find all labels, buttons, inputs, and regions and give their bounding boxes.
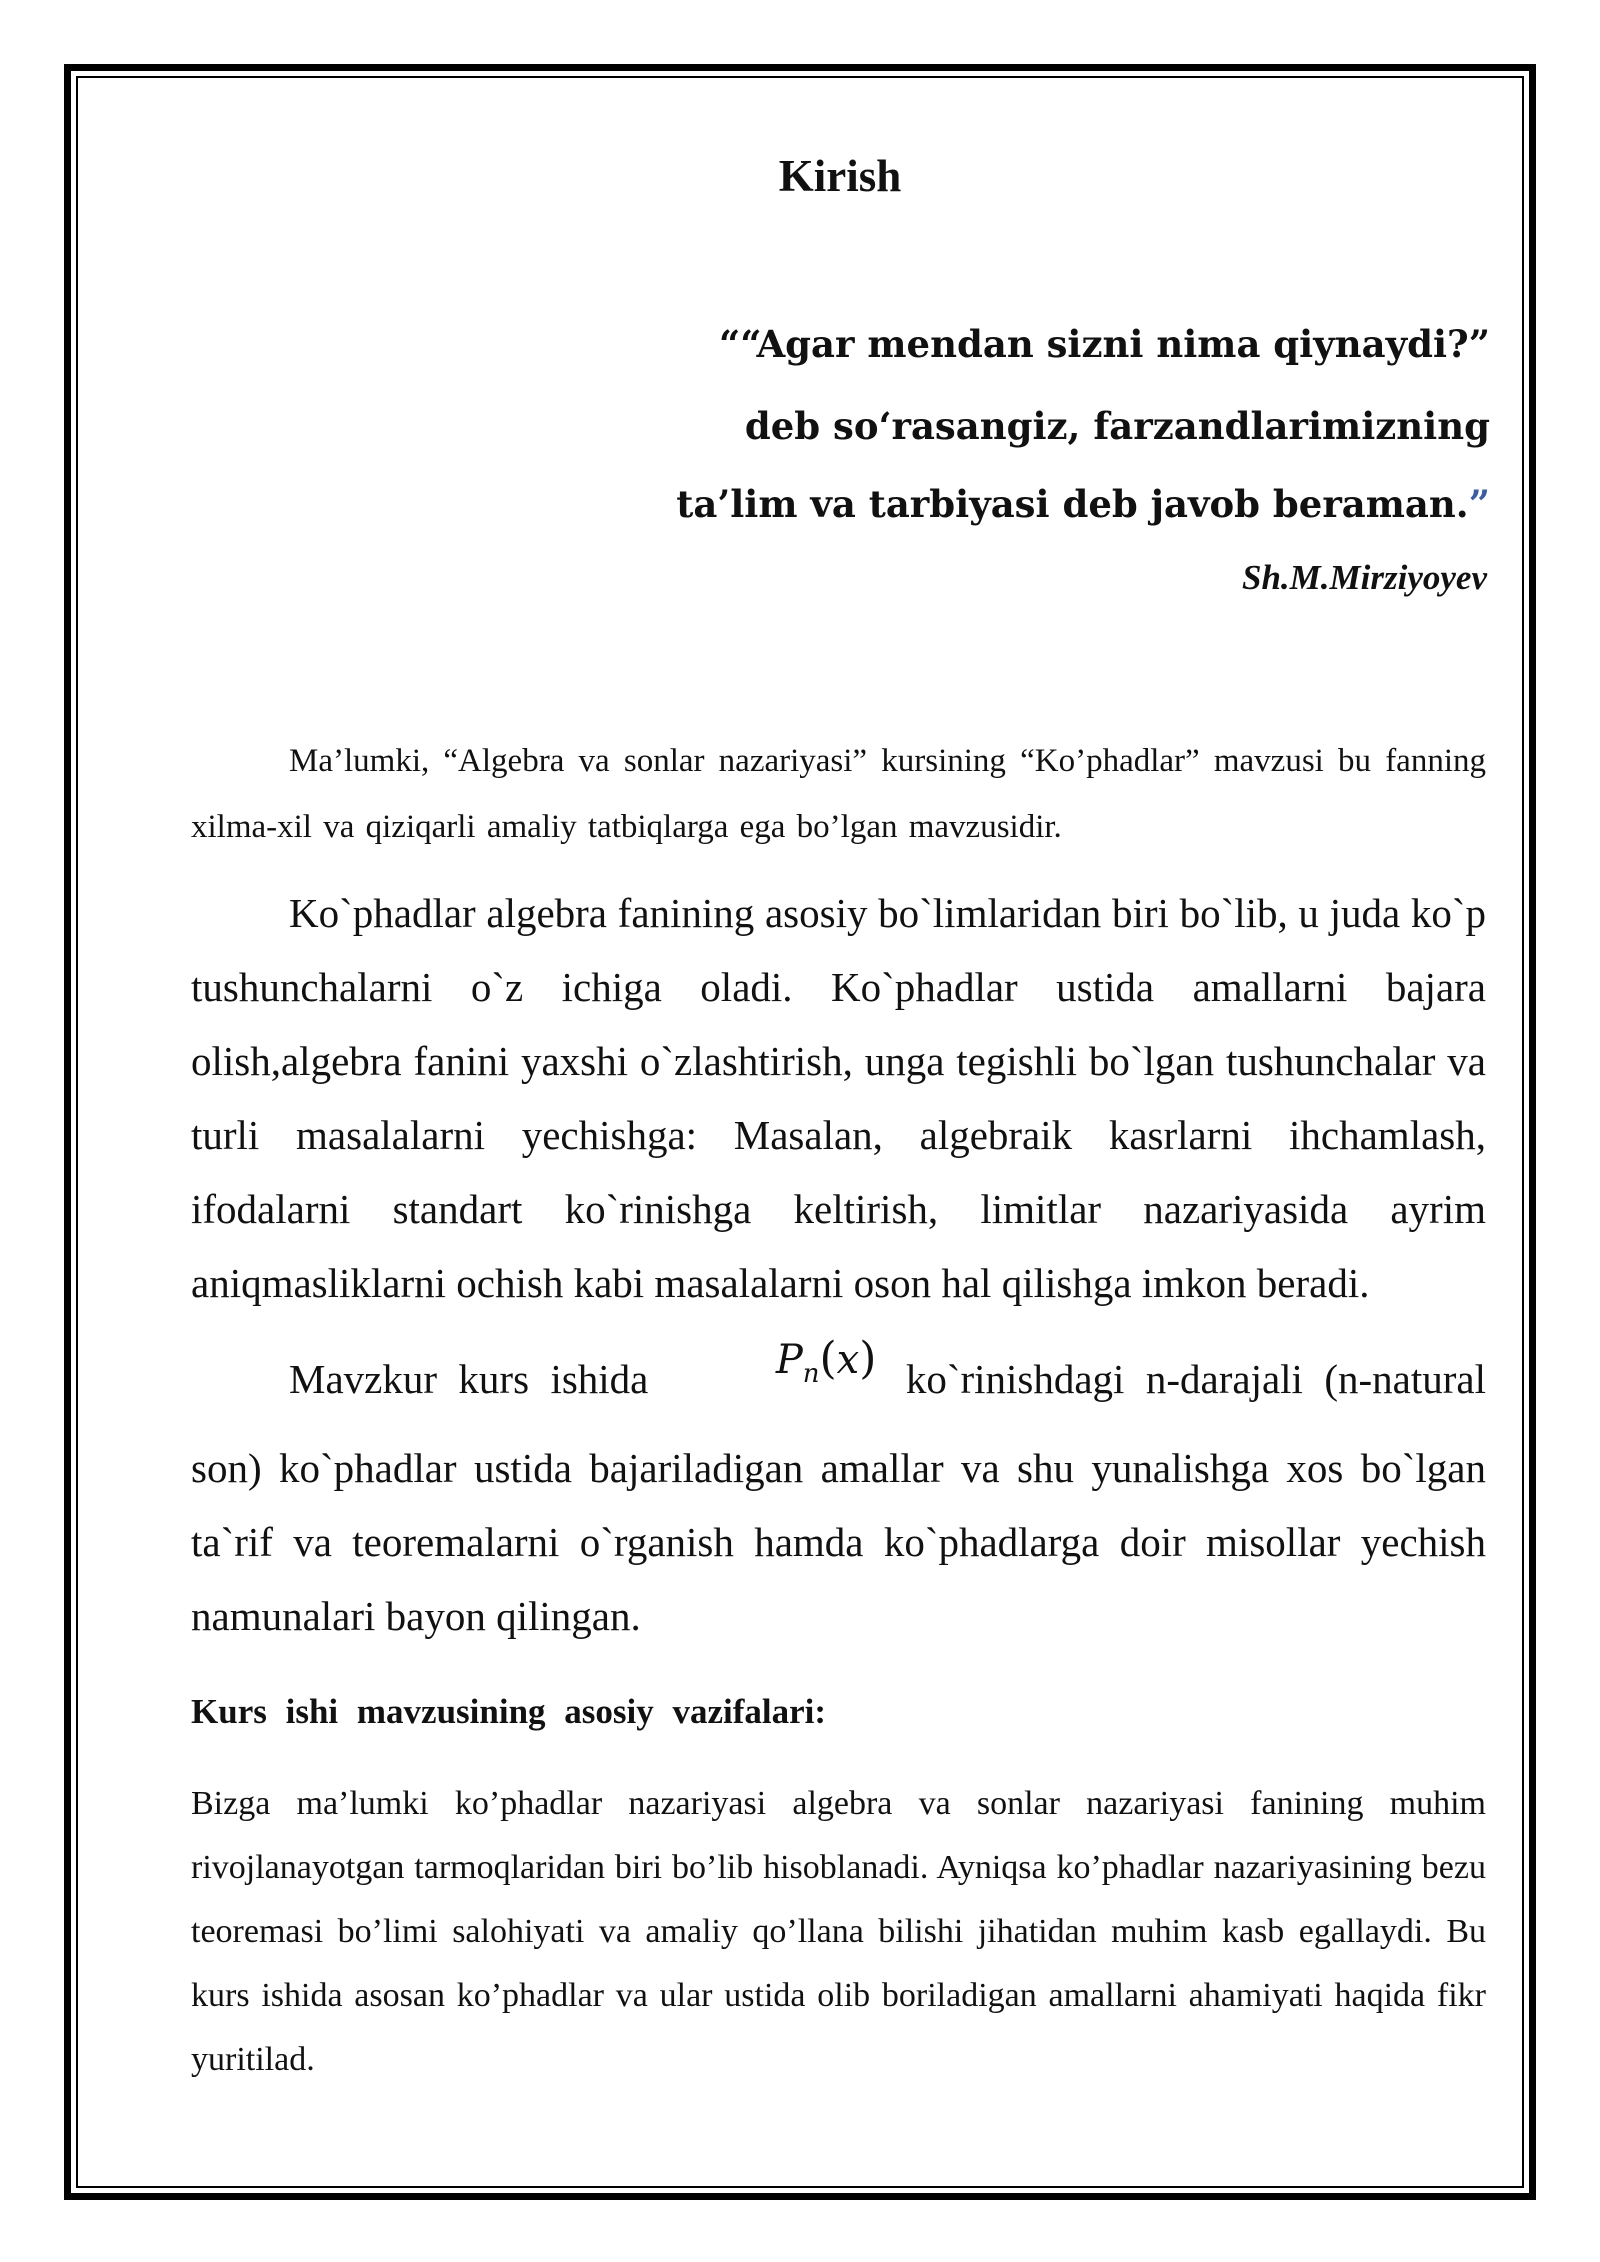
intro-paragraph: Ma’lumki, “Algebra va sonlar nazariyasi” kursining “Ko’phadlar” mavzusi bu fanning xilma-xil va qiziqarli amaliy tatbiqlarga ega bo’lgan mavzusidir.	[191, 743, 1486, 845]
epigraph-close-quote: ”	[1468, 482, 1490, 526]
page-title: Kirish	[778, 151, 902, 201]
formula-variable: x	[836, 1337, 860, 1383]
epigraph-line-3-text: ta’lim va tarbiyasi deb javob beraman.	[676, 482, 1469, 526]
section-heading: Kurs ishi mavzusining asosiy vazifalari:	[191, 1692, 827, 1731]
polynomials-paragraph: Ko`phadlar algebra fanining asosiy bo`limlaridan biri bo`lib, u juda ko`p tushunchalarni o`z ichiga oladi. Ko`phadlar ustida amallarni bajara olish,algebra fanini yaxshi o`zlashtirish, unga tegishli bo`lgan tushunchalar va turli masalalarni yechishga: Masalan, algebraik kasrlarni ihchamlash, ifodalarni standart ko`rinishga keltirish, limitlar nazariyasida ayrim aniqmasliklarni ochish kabi masalalarni oson hal qilishga imkon beradi.	[191, 890, 1486, 1306]
formula-close-paren: )	[859, 1333, 877, 1384]
formula-open-paren: (	[819, 1333, 837, 1384]
course-work-text-after: ko`rinishdagi n-darajali (n-natural son) ko`phadlar ustida bajariladigan amallar va shu yunalishga xos bo`lgan ta`rif va teoremalarni o`rganish hamda ko`phadlarga doir misollar yechish namunalari bayon qilingan.	[191, 1356, 1486, 1639]
tasks-paragraph: Bizga ma’lumki ko’phadlar nazariyasi algebra va sonlar nazariyasi fanining muhim rivojlanayotgan tarmoqlaridan biri bo’lib hisoblanadi. Ayniqsa ko’phadlar nazariyasining bezu teoremasi bo’limi salohiyati va amaliy qo’llana bilishi jihatidan muhim kasb egallaydi. Bu kurs ishida asosan ko’phadlar va ular ustida olib boriladigan amallarni ahamiyati haqida fikr yuritilad.	[191, 1785, 1486, 2078]
course-work-text-before: Mavzkur kurs ishida	[289, 1356, 649, 1402]
epigraph-line-1-text: “Agar mendan sizni nima qiynaydi?”	[740, 322, 1490, 366]
epigraph-line-1	[590, 322, 1490, 366]
epigraph-line-2: deb so‘rasangiz, farzandlarimizning	[744, 404, 1490, 448]
formula-subscript: n	[802, 1359, 820, 1389]
epigraph-open-quote: “	[718, 322, 741, 366]
formula-symbol: P	[775, 1337, 803, 1383]
course-work-paragraph	[191, 1333, 1486, 1653]
epigraph-author: Sh.M.Mirziyoyev	[1242, 558, 1487, 597]
polynomial-formula	[678, 1322, 877, 1411]
epigraph-line-3	[590, 482, 1490, 526]
